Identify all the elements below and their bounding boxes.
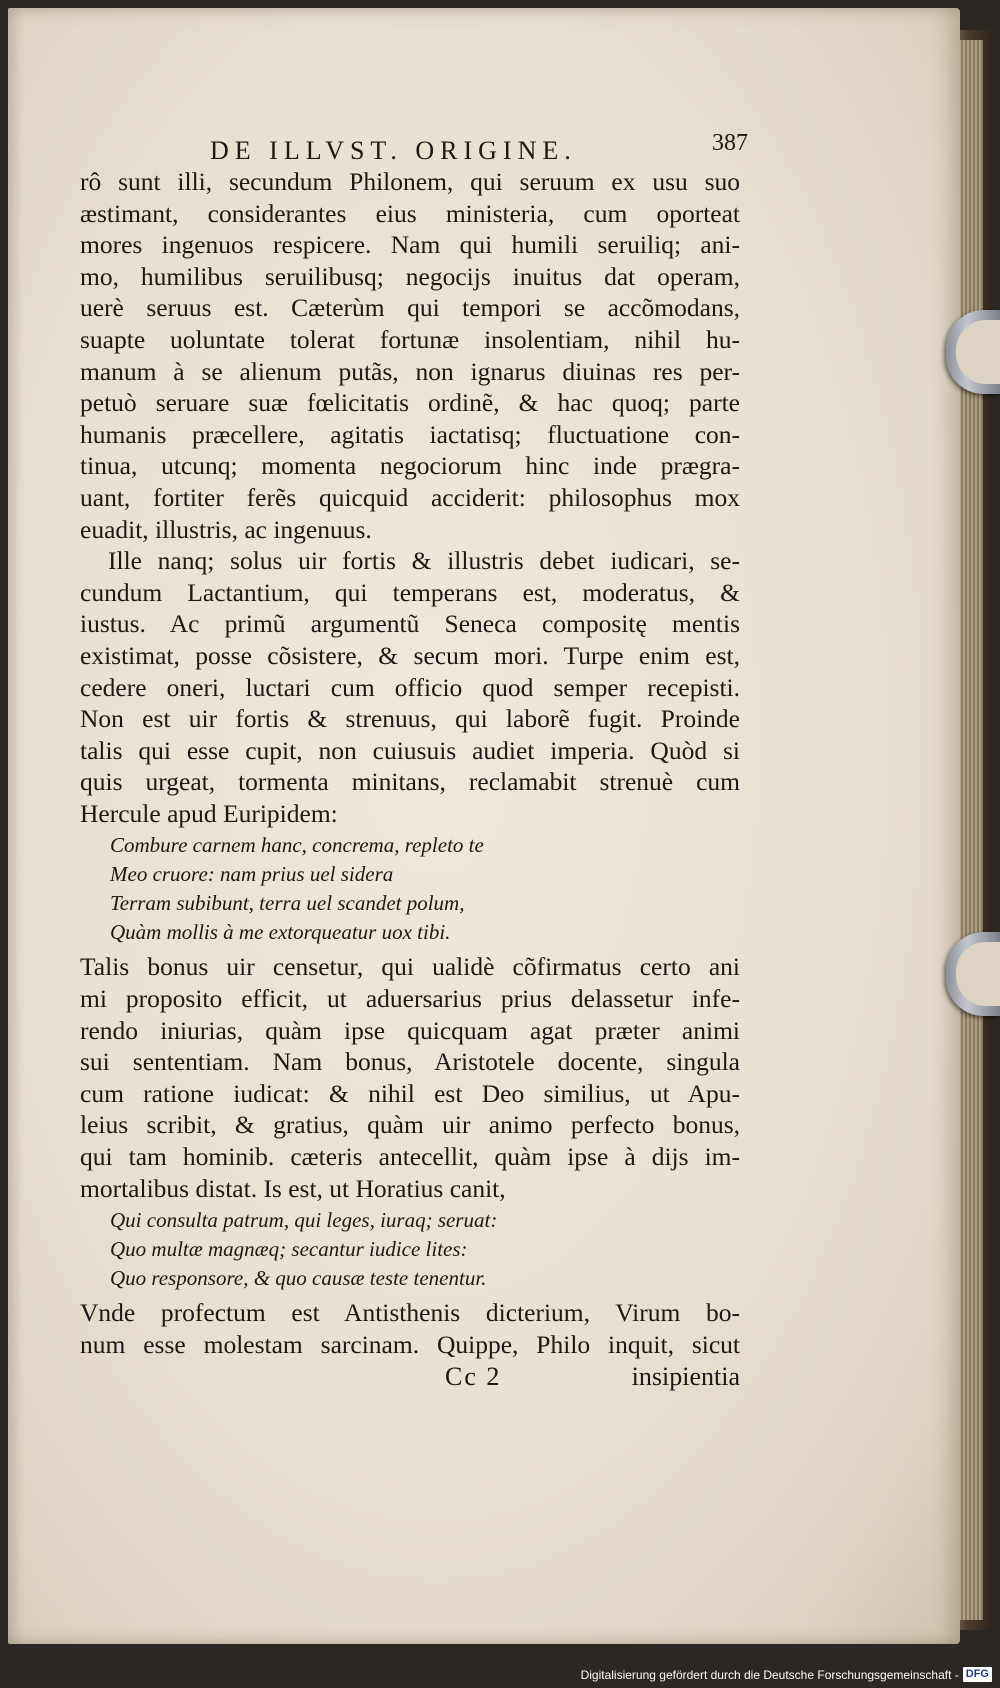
text-line: cum ratione iudicat: & nihil est Deo similius, ut Apu- [80, 1078, 740, 1108]
text-line: existimat, posse cõsistere, & secum mori. Turpe enim est, [80, 640, 740, 670]
catchword: insipientia [631, 1362, 740, 1392]
text-line: uant, fortiter ferẽs quicquid acciderit: philosophus mox [80, 482, 740, 512]
signature-mark: Cc 2 [445, 1362, 502, 1392]
folio-number: 387 [712, 130, 748, 156]
text-line: qui tam hominib. cæteris antecellit, quàm ipse à dijs im- [80, 1142, 740, 1172]
text-line: rô sunt illi, secundum Philonem, qui seruum ex usu suo [80, 167, 740, 196]
text-line: æstimant, considerantes eius ministeria, cum oporteat [80, 198, 740, 228]
text-line: quis urgeat, tormenta minitans, reclamabit strenuè cum [80, 767, 740, 797]
text-line: mi proposito efficit, ut aduersarius prius delassetur infe- [80, 984, 740, 1014]
text-line: Talis bonus uir censetur, qui ualidè cõfirmatus certo ani [80, 952, 740, 982]
credit-text: Digitalisierung gefördert durch die Deutsche Forschungsgemeinschaft - [580, 1667, 959, 1682]
paragraph-3 [80, 951, 740, 1204]
text-line: leius scribit, & gratius, quàm uir animo perfecto bonus, [80, 1110, 740, 1140]
verse-line: Meo cruore: nam prius uel sidera [110, 862, 394, 887]
verse-line: Quo responsore, & quo causæ teste tenentur. [110, 1266, 487, 1291]
text-line: Non est uir fortis & strenuus, qui laborẽ fugit. Proinde [80, 704, 740, 734]
verse-quotation-euripides [80, 831, 740, 947]
text-line: Hercule apud Euripidem: [80, 798, 338, 828]
verse-line: Quo multæ magnæq; secantur iudice lites: [110, 1237, 468, 1262]
text-line: rendo iniurias, quàm ipse quicquam agat præter animi [80, 1015, 740, 1045]
text-line: cedere oneri, luctari cum officio quod semper recepisti. [80, 672, 740, 702]
book-page [8, 8, 960, 1644]
verse-quotation-horatius [80, 1206, 740, 1293]
text-line: tinua, utcunq; momenta negociorum hinc inde prægra- [80, 451, 740, 481]
text-line: euadit, illustris, ac ingenuus. [80, 514, 372, 544]
paragraph-4 [80, 1297, 740, 1360]
paragraph-2 [80, 545, 740, 829]
text-line: mo, humilibus seruilibusq; negocijs inuitus dat operam, [80, 261, 740, 291]
page-text-block [80, 130, 748, 1396]
running-head [80, 130, 748, 166]
verse-line: Combure carnem hanc, concrema, repleto te [110, 833, 484, 858]
page-foot-row [80, 1362, 740, 1396]
text-line: manum à se alienum putãs, non ignarus diuinas res per- [80, 356, 740, 386]
digitization-credit [581, 1667, 992, 1682]
text-line: mortalibus distat. Is est, ut Horatius canit, [80, 1173, 506, 1203]
paragraph-1 [80, 166, 740, 545]
text-line: num esse molestam sarcinam. Quippe, Philo inquit, sicut [80, 1329, 740, 1359]
verse-line: Terram subibunt, terra uel scandet polum, [110, 891, 465, 916]
text-line: Ille nanq; solus uir fortis & illustris debet iudicari, se- [108, 546, 740, 576]
text-line: mores ingenuos respicere. Nam qui humili seruiliq; ani- [80, 230, 740, 260]
text-line: humanis præcellere, agitatis iactatisq; fluctuatione con- [80, 419, 740, 449]
running-head-title: DE ILLVST. ORIGINE. [210, 136, 577, 165]
text-line: cundum Lactantium, qui temperans est, moderatus, & [80, 577, 740, 607]
verse-line: Quàm mollis à me extorqueatur uox tibi. [110, 920, 451, 945]
text-line: petuò seruare suæ fœlicitatis ordinẽ, & hac quoq; parte [80, 388, 740, 418]
text-line: uerè seruus est. Cæterùm qui tempori se accõmodans, [80, 293, 740, 323]
text-line: Vnde profectum est Antisthenis dicterium, Virum bo- [80, 1298, 740, 1328]
text-line: iustus. Ac primũ argumentũ Seneca compositę mentis [80, 609, 740, 639]
dfg-logo-icon: DFG [963, 1667, 992, 1682]
text-line: talis qui esse cupit, non cuiusuis audiet imperia. Quòd si [80, 735, 740, 765]
text-line: sui sententiam. Nam bonus, Aristotele docente, singula [80, 1047, 740, 1077]
verse-line: Qui consulta patrum, qui leges, iuraq; seruat: [110, 1208, 498, 1233]
text-line: suapte uoluntate tolerat fortunæ insolentiam, nihil hu- [80, 324, 740, 354]
